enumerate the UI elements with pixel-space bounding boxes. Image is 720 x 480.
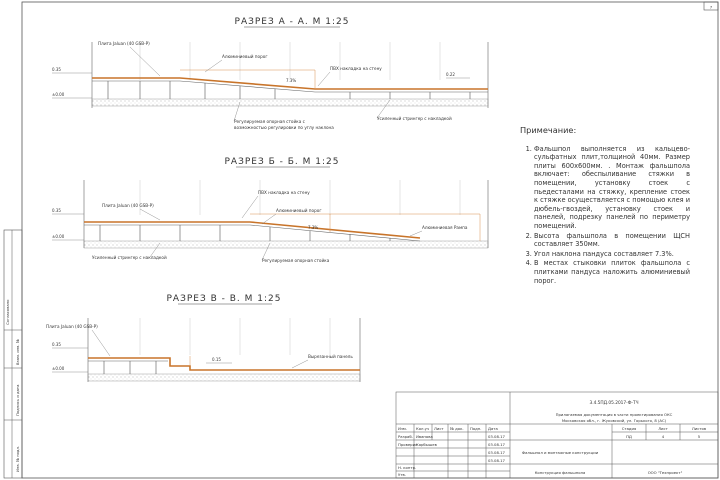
section-a <box>52 17 488 130</box>
section-c-dim-right: 0.15 <box>212 357 221 362</box>
section-b-label-plate: Плита Jaluan (40 GSB-P) <box>102 203 154 208</box>
row-role-1: Разраб. <box>398 434 413 439</box>
section-a-label-pedestal: Регулируемая опорная стойка с <box>234 119 305 124</box>
section-a-dim-zero: ±0.00 <box>52 92 65 97</box>
section-b-slope: 7.3% <box>308 225 319 230</box>
section-b-label-pedestal: Регулируемая опорная стойка <box>262 258 330 263</box>
notes-panel <box>520 126 690 286</box>
notes-heading: Примечание: <box>520 125 577 135</box>
row-role-5: Н. контр. <box>398 465 417 470</box>
strip-agreed: Согласовано <box>5 299 10 325</box>
row-role-2: Проверил <box>398 442 418 447</box>
sheet-header: Лист <box>658 426 668 431</box>
section-b-dim-zero: ±0.00 <box>52 234 65 239</box>
section-c <box>46 294 360 382</box>
col-header-change: Изм. <box>398 426 407 431</box>
section-b-label-pvc: ПВХ накладка на стену <box>258 190 310 195</box>
section-a-label-threshold: Алюминиевый порог <box>222 54 268 59</box>
note-item-1: 1. Фальшпол выполняется из кальцево-сульфатных плит,толщиной 40мм. Размер плиты 600х600мм. . Монтаж фальшпола включает: обеспыливание стяжки в помещении, установку стоек с пьедесталами на стяжку, крепление стоек к стяжке осуществляется с помощью клея и дюбель-гвоздей, установку стоек и панелей, подрезку панелей по периметру помещений. <box>534 145 690 231</box>
section-b-label-stringer: Усиленный стрингер с накладкой <box>92 255 167 260</box>
note-item-3: 3. Угол наклона пандуса составляет 7.3%. <box>534 250 690 259</box>
section-c-label-cut-panel: Вырезанный панель <box>308 354 353 359</box>
stage-header: Стадия <box>621 426 637 431</box>
company-name: ООО "Техпроект" <box>647 470 683 475</box>
left-binding-strip <box>4 230 22 478</box>
row-name-2: Карбышев <box>416 442 437 447</box>
section-a-dim-right: 0.22 <box>446 72 455 77</box>
col-header-sign: Подп. <box>470 426 482 431</box>
col-header-date: Дата <box>488 426 498 431</box>
doc-description-1: Прилагаемая документация в части проектирования ОКС <box>555 412 673 417</box>
sheets-value: 5 <box>697 434 701 439</box>
notes-list <box>520 145 690 286</box>
sheet-corner-number: 7 <box>709 4 713 10</box>
row-date-4: 03.08.17 <box>488 458 505 463</box>
sheet-name: Конструкция фальшпола <box>534 470 586 475</box>
section-a-label-stringer: Усиленный стрингер с накладкой <box>377 116 452 121</box>
section-a-title: РАЗРЕЗ А - А. М 1:25 <box>234 17 350 27</box>
sheets-header: Листов <box>691 426 707 431</box>
sheet-value: 4 <box>661 434 665 439</box>
section-a-label-plate: Плита Jaluan (40 GSB-P) <box>98 41 150 46</box>
row-role-6: Утв. <box>398 472 406 477</box>
section-c-title: РАЗРЕЗ В - В. М 1:25 <box>166 294 282 304</box>
doc-description-2: Московская обл., г. Жуковский, ул. Горького, 8 (АС) <box>561 418 667 423</box>
strip-replace-inv: Взам. инв. № <box>15 339 20 365</box>
row-date-2: 03.08.17 <box>488 442 505 447</box>
row-name-1: Иванова <box>416 434 433 439</box>
section-b-title: РАЗРЕЗ Б - Б. М 1:25 <box>224 157 340 167</box>
doc-code: 3.4.5ПД.05.2017-Ф-ТЧ <box>589 401 639 406</box>
section-c-label-plate: Плита Jaluan (40 GSB-P) <box>46 324 98 329</box>
section-b-dim-top: 0.35 <box>52 208 61 213</box>
row-date-1: 03.08.17 <box>488 434 505 439</box>
section-b-label-ramp: Алюминиевая Рампа <box>422 225 468 230</box>
section-b-label-threshold: Алюминиевый порог <box>276 208 322 213</box>
col-header-count: Кол.уч <box>416 426 430 431</box>
title-block <box>396 392 718 478</box>
strip-sign-date: Подпись и дата <box>15 384 20 416</box>
row-date-3: 03.08.17 <box>488 450 505 455</box>
note-item-2: 2. Высота фальшпола в помещении ЩСН составляет 350мм. <box>534 232 690 249</box>
section-b <box>52 157 488 263</box>
section-a-label-pvc: ПВХ накладка на стену <box>330 66 382 71</box>
stage-value: ПД <box>626 434 632 439</box>
section-a-slope: 7.3% <box>286 78 297 83</box>
note-item-4: 4. В местах стыковки плиток фальшпола с плитками пандуса наложить алюминиевый порог. <box>534 259 690 285</box>
drawing-name: Фальшпол и монтажные конструкции <box>521 450 599 455</box>
col-header-docno: № док. <box>450 426 464 431</box>
section-c-dim-top: 0.35 <box>52 342 61 347</box>
section-a-label-pedestal-2: возможностью регулировки по углу наклона <box>234 125 334 130</box>
section-a-dim-top: 0.35 <box>52 67 61 72</box>
col-header-sheet: Лист <box>434 426 444 431</box>
section-c-dim-zero: ±0.00 <box>52 366 65 371</box>
strip-inv-no: Инв. № подл. <box>15 445 20 472</box>
